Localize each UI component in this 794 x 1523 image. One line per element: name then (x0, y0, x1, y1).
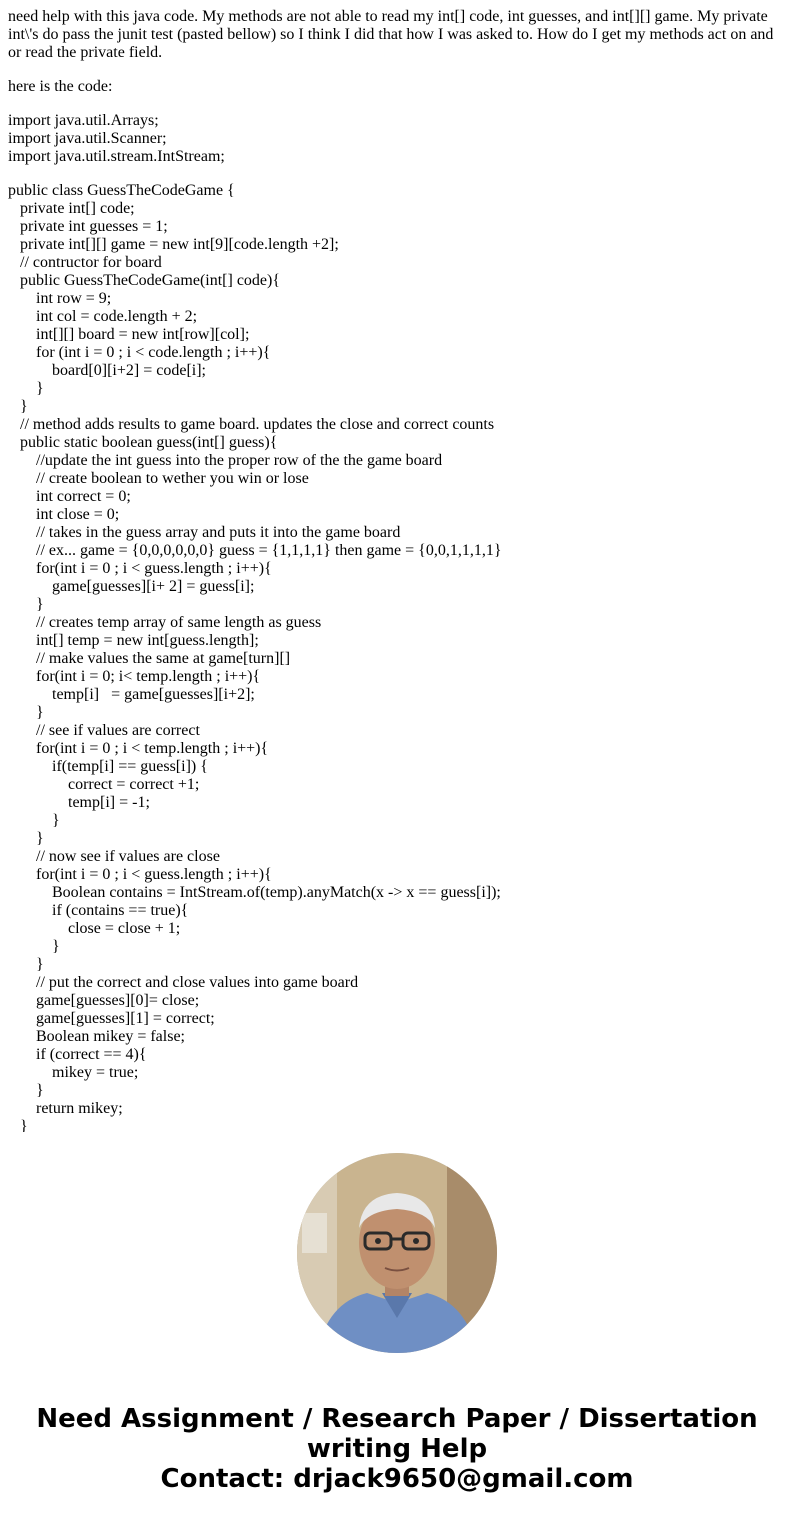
code-line: mikey = true; (8, 1064, 139, 1081)
code-line: int col = code.length + 2; (8, 308, 198, 325)
code-line: // takes in the guess array and puts it into the game board (8, 524, 401, 541)
code-line: public static boolean guess(int[] guess){ (8, 434, 278, 451)
code-line: game[guesses][1] = correct; (8, 1010, 215, 1027)
code-line: // method adds results to game board. updates the close and correct counts (8, 416, 495, 433)
code-line: for(int i = 0 ; i < guess.length ; i++){ (8, 866, 272, 883)
code-line: Boolean contains = IntStream.of(temp).anyMatch(x -> x == guess[i]); (8, 884, 501, 901)
code-line: for(int i = 0 ; i < guess.length ; i++){ (8, 560, 272, 577)
code-line: private int guesses = 1; (8, 218, 168, 235)
code-line: public class GuessTheCodeGame { (8, 182, 235, 199)
code-line: temp[i] = game[guesses][i+2]; (8, 686, 255, 703)
code-line: for(int i = 0 ; i < temp.length ; i++){ (8, 740, 269, 757)
import-line: import java.util.stream.IntStream; (8, 148, 225, 165)
code-line: correct = correct +1; (8, 776, 200, 793)
code-line: game[guesses][i+ 2] = guess[i]; (8, 578, 255, 595)
code-line: } (8, 956, 44, 973)
code-line: if (contains == true){ (8, 902, 189, 919)
promo-line: Need Assignment / Research Paper / Dissertation (36, 1404, 758, 1434)
code-line: game[guesses][0]= close; (8, 992, 200, 1009)
code-line: } (8, 398, 28, 415)
code-line: // put the correct and close values into game board (8, 974, 359, 991)
code-line: // see if values are correct (8, 722, 200, 739)
code-line: for (int i = 0 ; i < code.length ; i++){ (8, 344, 271, 361)
code-line: temp[i] = -1; (8, 794, 150, 811)
code-line: } (8, 938, 60, 955)
code-line: int[][] board = new int[row][col]; (8, 326, 250, 343)
code-line: if(temp[i] == guess[i]) { (8, 758, 208, 775)
code-line: } (8, 830, 44, 847)
question-body (8, 8, 786, 1132)
promo-contact: Contact: drjack9650@gmail.com (160, 1464, 634, 1494)
import-line: import java.util.Arrays; (8, 112, 159, 129)
code-label: here is the code: (8, 78, 113, 95)
code-line: private int[][] game = new int[9][code.length +2]; (8, 236, 339, 253)
code-line: Boolean mikey = false; (8, 1028, 185, 1045)
code-line: private int[] code; (8, 200, 135, 217)
code-line: // creates temp array of same length as guess (8, 614, 322, 631)
code-line: } (8, 380, 44, 397)
code-line: int close = 0; (8, 506, 120, 523)
code-line: int correct = 0; (8, 488, 131, 505)
code-line: } (8, 704, 44, 721)
code-line: //update the int guess into the proper row of the the game board (8, 452, 443, 469)
code-line: // contructor for board (8, 254, 162, 271)
code-line: // make values the same at game[turn][] (8, 650, 291, 667)
promo-banner (0, 1404, 794, 1494)
code-line: int row = 9; (8, 290, 112, 307)
avatar (297, 1153, 497, 1353)
code-line: } (8, 596, 44, 613)
code-line: if (correct == 4){ (8, 1046, 147, 1063)
import-block (8, 112, 786, 166)
code-line: close = close + 1; (8, 920, 181, 937)
code-line: } (8, 812, 60, 829)
code-line: } (8, 1082, 44, 1099)
code-line: // ex... game = {0,0,0,0,0,0} guess = {1,1,1,1} then game = {0,0,1,1,1,1} (8, 542, 502, 559)
code-line: board[0][i+2] = code[i]; (8, 362, 206, 379)
code-line: public GuessTheCodeGame(int[] code){ (8, 272, 281, 289)
code-line: int[] temp = new int[guess.length]; (8, 632, 259, 649)
code-block (8, 182, 786, 1132)
import-line: import java.util.Scanner; (8, 130, 167, 147)
promo-line: writing Help (306, 1434, 488, 1464)
question-intro: need help with this java code. My methods are not able to read my int[] code, int guesses, and int[][] game. My private int\'s do pass the junit test (pasted bellow) so I think I did that how I was asked to. How do I get my methods act on and or read the private field. (8, 8, 774, 61)
code-line: // now see if values are close (8, 848, 220, 865)
code-line: // create boolean to wether you win or lose (8, 470, 309, 487)
code-line: } (8, 1118, 28, 1132)
code-line: for(int i = 0; i< temp.length ; i++){ (8, 668, 261, 685)
code-line: return mikey; (8, 1100, 123, 1117)
person-photo-icon (297, 1153, 497, 1353)
